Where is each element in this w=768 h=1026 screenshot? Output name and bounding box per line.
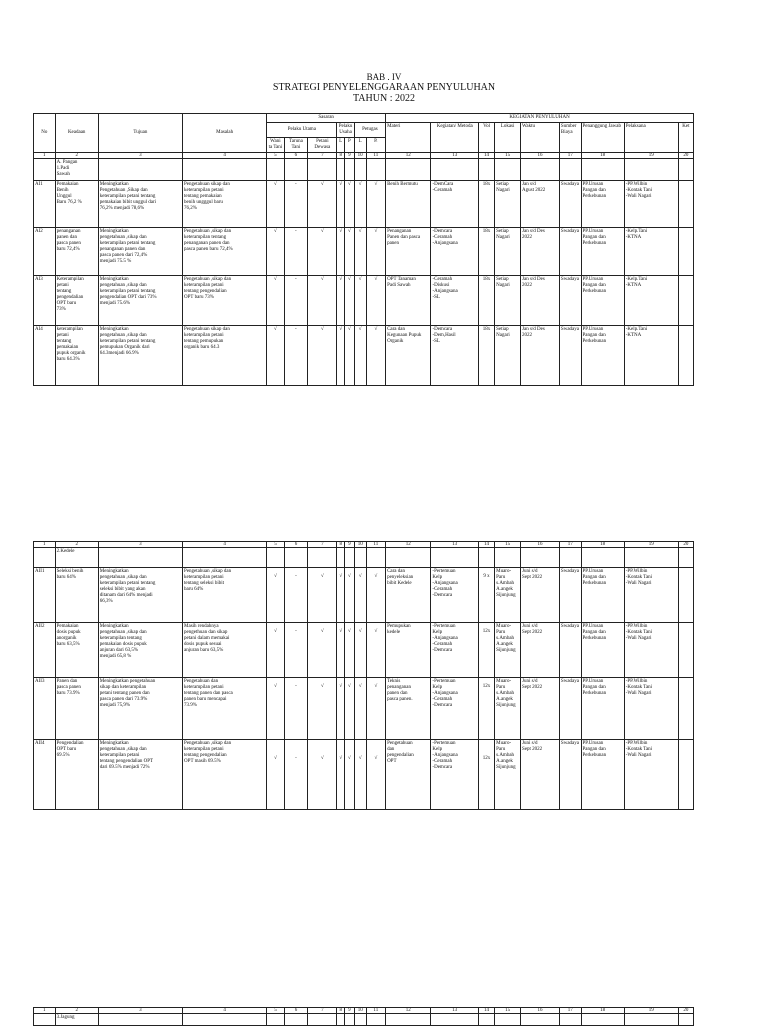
col-num: 11 (366, 153, 386, 159)
cell-metode: -Pertemuan Kelp -Anjangsana -Ceramah -Demcara (431, 740, 479, 810)
col-num: 2 (55, 153, 98, 159)
col-num: 13 (431, 1008, 479, 1014)
cell-lokasi: Setiap Nagari (495, 228, 521, 276)
cell-no: AI1 (34, 181, 56, 228)
cell-pelaksana: -Kelp.Tani -KTNA (624, 276, 678, 326)
header-penanggung-jawab: Penanggung Jawab (581, 123, 624, 153)
cell-vol: 12x (478, 740, 494, 810)
cell-masalah: Pengetahuan ,sikap dan keterampilan petani tentang seleksi bibit baru 64% (183, 568, 267, 623)
cell-lokasi: Muaro- Paru s.Ambah A.angek Sijunjung (495, 678, 521, 740)
cell-waktu: Jan s/d Agust 2022 (521, 181, 560, 228)
cell-c10: √ (354, 740, 366, 810)
col-num: 8 (337, 153, 345, 159)
cell-biaya: Swadaya (559, 623, 581, 678)
col-num: 1 (34, 153, 56, 159)
section-label: 2.Kedele (55, 548, 98, 568)
col-num: 6 (284, 1008, 308, 1014)
header-materi: Materi (386, 123, 431, 153)
cell-materi: Benih Bermutu (386, 181, 431, 228)
cell-c10: √ (354, 228, 366, 276)
cell-waktu: Juni s/d Sept 2022 (521, 568, 560, 623)
header-wanita-tani: Wani ta Tani (267, 138, 284, 153)
cell-c11: √ (366, 276, 386, 326)
col-num: 15 (495, 542, 521, 548)
cell-c9: √ (344, 326, 354, 386)
col-num: 18 (581, 542, 624, 548)
cell-c9: √ (345, 740, 355, 810)
header-sumber-biaya: Sumber Biaya (559, 123, 581, 153)
cell-vol: 12x (478, 678, 494, 740)
cell-metode: -Demcara -Dem,Hasil -SL (431, 326, 479, 386)
col-num: 17 (559, 1008, 581, 1014)
cell-c11: √ (366, 740, 385, 810)
col-num: 1 (34, 1008, 56, 1014)
header-no: No (34, 114, 56, 153)
cell-c10: √ (354, 181, 366, 228)
cell-keadaan: Pemakaian dosis pupuk anorganik baru 63,5% (55, 623, 98, 678)
col-num: 5 (267, 1008, 284, 1014)
cell-c11: √ (366, 228, 386, 276)
cell-vol: 18x (478, 276, 494, 326)
cell-keadaan: Panen dan pasca panen baru 73.9% (55, 678, 98, 740)
header-waktu: Waktu (521, 123, 560, 153)
col-num: 2 (55, 1008, 98, 1014)
col-num: 4 (183, 153, 267, 159)
cell-pj: PP.Urusan Pangan dan Perkebunan (581, 740, 624, 810)
col-num: 3 (98, 153, 182, 159)
cell-pj: PP.Urusan Pangan dan Perkebunan (581, 181, 624, 228)
col-num: 15 (495, 153, 521, 159)
cell-c7: √ (308, 678, 337, 740)
cell-masalah: Pengetahuan ,sikap dan keterampilan petani tentang pengendalian OPT baru 73% (183, 276, 267, 326)
col-num: 9 (345, 542, 355, 548)
col-num: 2 (55, 542, 98, 548)
cell-metode: -Demcara -Ceramah -Anjangsana (431, 228, 479, 276)
section-label: A. Pangan 1.Padi Sawah (55, 159, 98, 181)
cell-c9: √ (345, 678, 355, 740)
cell-masalah: Pengetahuan ,sikap dan keterampilan tentang penanganan panen dan pasca panen baru 72,4% (183, 228, 267, 276)
col-num: 10 (354, 153, 366, 159)
cell-tujuan: Meningkatkan pengetahuan ,sikap dan keterampilan petani tentang penanganan panen dan pasca panen dari 72,4% menjadi 75.5 % (98, 228, 182, 276)
cell-c6: - (284, 326, 308, 386)
table-row (34, 678, 694, 740)
cell-no: AII1 (34, 568, 56, 623)
col-num: 5 (267, 153, 284, 159)
table1-body (34, 159, 694, 386)
cell-keadaan: Keterampilan petani tentang pengendalian OPT baru 73% (55, 276, 98, 326)
cell-lokasi: Setiap Nagari (495, 326, 521, 386)
col-num: 19 (624, 153, 678, 159)
section-label: 3.Jagung (55, 1014, 98, 1026)
cell-waktu: Juni s/d Sept 2022 (521, 678, 560, 740)
cell-materi: Cara dan penyeleksian bibit Kedele (386, 568, 431, 623)
cell-c8: √ (337, 568, 345, 623)
cell-masalah: Pengetahuan dan keterampilan petani tentang panen dan pasca panen baru mencapai 73.9% (183, 678, 267, 740)
cell-pelaksana: -Kelp.Tani -KTNA (624, 326, 678, 386)
table-row (34, 740, 694, 810)
header-pelaksana: Pelaksana (624, 123, 678, 153)
cell-c10: √ (354, 623, 366, 678)
col-num: 6 (284, 542, 308, 548)
col-num: 16 (521, 153, 560, 159)
header-kegiatan: KEGIATAN PENYULUHAN (386, 114, 694, 123)
col-num: 17 (559, 542, 581, 548)
cell-no: AII3 (34, 678, 56, 740)
cell-biaya: Swadaya (559, 228, 581, 276)
cell-c6: - (284, 740, 308, 810)
cell-keadaan: Pengendalian OPT baru 69.5% (55, 740, 98, 810)
col-num: 12 (386, 542, 431, 548)
cell-vol: 12x (478, 623, 494, 678)
header-vol: Vol (478, 123, 494, 153)
cell-materi: Teknis penanganan panen dan pasca panen. (386, 678, 431, 740)
col-num: 14 (478, 1008, 494, 1014)
cell-c9: √ (344, 276, 354, 326)
cell-tujuan: Meningkatkan pengetahuan ,sikap dan keterampilan tentang pemakaian dosis pupuk anjuran dari 63,5% menjadi 65,8 % (98, 623, 182, 678)
col-num: 19 (624, 1008, 678, 1014)
cell-c11: √ (366, 326, 386, 386)
cell-lokasi: Setiap Nagari (495, 181, 521, 228)
cell-vol: 18x (478, 228, 494, 276)
col-num: 13 (431, 153, 479, 159)
cell-biaya: Swadaya (559, 740, 581, 810)
strategy-table-kedele (33, 541, 694, 810)
cell-pj: PP.Urusan Pangan dan Perkebunan (581, 568, 624, 623)
cell-no: AI2 (34, 228, 56, 276)
col-num: 8 (337, 1008, 345, 1014)
table-row (34, 568, 694, 623)
col-num: 1 (34, 542, 56, 548)
cell-materi: Penanganan Panen dan pasca panen (386, 228, 431, 276)
col-num: 4 (183, 1008, 267, 1014)
col-num: 15 (495, 1008, 521, 1014)
cell-c8: √ (337, 276, 345, 326)
table-row (34, 228, 694, 276)
col-num: 18 (581, 153, 624, 159)
col-num: 13 (431, 542, 479, 548)
cell-tujuan: Meningkatkan Pengetahuan ,Sikap dan keterampilan petani tentang pemakaian bibit unggul dari 76,2% menjadi 78,6% (98, 181, 182, 228)
header-ket: Ket (678, 123, 693, 153)
cell-ket (678, 740, 693, 810)
cell-ket (678, 326, 693, 386)
cell-no: AI4 (34, 326, 56, 386)
cell-vol: 18x (478, 326, 494, 386)
col-num: 9 (344, 153, 354, 159)
header-sasaran: Sasaran (267, 114, 386, 123)
header-petani-dewasa: Petani Dewasa (308, 138, 337, 153)
cell-vol: 18x (478, 181, 494, 228)
cell-pelaksana: -PP.Wilbin -Kontak Tani -Wali Nagari (624, 678, 678, 740)
cell-c11: √ (366, 181, 386, 228)
cell-pj: PP.Urusan Pangan dan Perkebunan (581, 276, 624, 326)
header-petugas: Petugas (354, 123, 385, 138)
col-num: 11 (366, 1008, 385, 1014)
cell-ket (678, 568, 693, 623)
cell-metode: -Pertemuan Kelp -Anjangsana -Ceramah -Demcara (431, 623, 479, 678)
cell-tujuan: Meningkatkan pengetahuan ,sikap dan keterampilan petani tentang pemupukan Organik dari 64.3menjadi 66.9% (98, 326, 182, 386)
col-num: 18 (581, 1008, 624, 1014)
col-num: 7 (308, 1008, 337, 1014)
cell-materi: OPT Tanaman Padi Sawah (386, 276, 431, 326)
header-usaha-p: P (344, 138, 354, 153)
col-num: 20 (678, 153, 693, 159)
cell-c10: √ (354, 678, 366, 740)
cell-keadaan: Seleksi benih baru 64% (55, 568, 98, 623)
cell-c9: √ (345, 568, 355, 623)
col-num: 16 (521, 542, 560, 548)
cell-pelaksana: -PP.Wilbin -Kontak Tani -Wali Nagari (624, 740, 678, 810)
cell-c6: - (284, 276, 308, 326)
header-metode: Kegiatan/ Metoda (431, 123, 479, 153)
header-pelaku-usaha: Pelaku Usaha (337, 123, 354, 138)
cell-biaya: Swadaya (559, 326, 581, 386)
strategy-table-padi (33, 113, 694, 386)
cell-ket (678, 678, 693, 740)
cell-no: AI3 (34, 276, 56, 326)
cell-c7: √ (308, 740, 337, 810)
cell-tujuan: Meningkatkan pengetahuan sikap dan keterampilan petani tentang panen dan pasca panen dari 73.9% menjadi 75,9% (98, 678, 182, 740)
cell-c11: √ (366, 623, 385, 678)
cell-pj: PP.Urusan Pangan dan Perkebunan (581, 678, 624, 740)
cell-no: AII4 (34, 740, 56, 810)
col-num: 6 (284, 153, 308, 159)
cell-ket (678, 623, 693, 678)
table-row (34, 276, 694, 326)
col-num: 3 (98, 542, 182, 548)
cell-waktu: Juni s/d Sept 2022 (521, 623, 560, 678)
cell-tujuan: Meningkatkan pengetahuan ,sikap dan keterampilan petani tentang seleksi bibit yang akan ditanam dari 64% menjadi 66,3% (98, 568, 182, 623)
cell-c6: - (284, 568, 308, 623)
col-num: 20 (678, 1008, 693, 1014)
cell-waktu: Juni s/d Sept 2022 (521, 740, 560, 810)
header-masalah: Masalah (183, 114, 267, 153)
cell-metode: -DemCara -Ceramah (431, 181, 479, 228)
cell-c7: √ (308, 276, 337, 326)
cell-c10: √ (354, 276, 366, 326)
col-num: 16 (521, 1008, 560, 1014)
cell-c8: √ (337, 326, 345, 386)
col-num: 12 (386, 1008, 431, 1014)
header-usaha-l: L (337, 138, 345, 153)
cell-c6: - (284, 678, 308, 740)
cell-c6: - (284, 623, 308, 678)
cell-lokasi: Muaro- Paru s.Ambah A.angek Sijunjung (495, 740, 521, 810)
cell-materi: Pengetahuan dan pengendalian OPT (386, 740, 431, 810)
cell-c5: √ (267, 326, 284, 386)
cell-keadaan: penanganan panen dan pasca panen baru 72,4% (55, 228, 98, 276)
cell-masalah: Pengetahuan ,sikap dan keterampilan petani tentang pengendalian OPT masih 69.5% (183, 740, 267, 810)
col-num: 12 (386, 153, 431, 159)
col-num: 10 (354, 1008, 366, 1014)
cell-c8: √ (337, 623, 345, 678)
cell-c8: √ (337, 228, 345, 276)
cell-waktu: Jan s/d Des 2022 (521, 228, 560, 276)
cell-c8: √ (337, 740, 345, 810)
cell-pelaksana: -PP.Wilbin -Kontak Tani -Wali Nagari (624, 623, 678, 678)
cell-metode: -Pertemuan Kelp -Anjangsana -Ceramah -Demcara (431, 678, 479, 740)
cell-keadaan: keterampilan petani tentang pemakaian pupuk organik baru 64.3% (55, 326, 98, 386)
chapter-label: BAB . IV (366, 72, 402, 82)
col-num: 9 (345, 1008, 355, 1014)
cell-vol: 9 x (478, 568, 494, 623)
cell-c6: - (284, 228, 308, 276)
cell-biaya: Swadaya (559, 276, 581, 326)
cell-ket (678, 181, 693, 228)
col-num: 11 (366, 542, 385, 548)
cell-c7: √ (308, 623, 337, 678)
strategy-table-jagung (33, 1007, 694, 1026)
cell-waktu: Jan s/d Des 2022 (521, 276, 560, 326)
cell-c8: √ (337, 181, 345, 228)
cell-c10: √ (354, 568, 366, 623)
cell-lokasi: Setiap Nagari (495, 276, 521, 326)
cell-c7: √ (308, 228, 337, 276)
cell-biaya: Swadaya (559, 181, 581, 228)
header-tujuan: Tujuan (98, 114, 182, 153)
table2-body (34, 548, 694, 810)
cell-pj: PP.Urusan Pangan dan Perkebunan (581, 326, 624, 386)
header-lokasi: Lokasi (495, 123, 521, 153)
cell-c5: √ (267, 678, 284, 740)
header-pelaku-utama: Pelaku Utama (267, 123, 337, 138)
col-num: 10 (354, 542, 366, 548)
cell-c5: √ (267, 228, 284, 276)
cell-ket (678, 228, 693, 276)
cell-tujuan: Meningkatkan pengetahuan ,sikap dan keterampilan petani tentang pengendalian OPT dari 73% menjadi 75.6% (98, 276, 182, 326)
page-title: STRATEGI PENYELENGGARAAN PENYULUHAN (272, 82, 496, 93)
cell-c9: √ (345, 623, 355, 678)
cell-materi: Cara dan Kegunaan Pupuk Organik (386, 326, 431, 386)
cell-c8: √ (337, 678, 345, 740)
header-taruna-tani: Taruna Tani (284, 138, 308, 153)
col-num: 4 (183, 542, 267, 548)
cell-c5: √ (267, 740, 284, 810)
header-keadaan: Keadaan (55, 114, 98, 153)
cell-c6: - (284, 181, 308, 228)
cell-pj: PP.Urusan Pangan dan Perkebunan (581, 228, 624, 276)
table-row (34, 181, 694, 228)
cell-c9: √ (344, 228, 354, 276)
cell-pelaksana: -PP.Wilbin -Kontak Tani -Wali Nagari (624, 568, 678, 623)
cell-c10: √ (354, 326, 366, 386)
cell-lokasi: Muaro- Paru s.Ambah A.angek Sijunjung (495, 623, 521, 678)
cell-pelaksana: -Kelp.Tani -KTNA (624, 228, 678, 276)
header-petugas-l: L (354, 138, 366, 153)
cell-ket (678, 276, 693, 326)
col-num: 14 (478, 542, 494, 548)
col-num: 14 (478, 153, 494, 159)
cell-c11: √ (366, 568, 385, 623)
cell-c5: √ (267, 276, 284, 326)
col-num: 17 (559, 153, 581, 159)
table-row (34, 326, 694, 386)
cell-c11: √ (366, 678, 385, 740)
cell-c5: √ (267, 623, 284, 678)
cell-c7: √ (308, 568, 337, 623)
cell-masalah: Pengetahuan sikap dan keterampilan petani tentang pemakaian benih ungggul baru 76,2% (183, 181, 267, 228)
cell-materi: Pemupukan kedele (386, 623, 431, 678)
cell-pj: PP.Urusan Pangan dan Perkebunan (581, 623, 624, 678)
cell-metode: -Pertemuan Kelp -Anjangsana -Ceramah -Demcara (431, 568, 479, 623)
cell-masalah: Masih rendahnya pengethuan dan sikap petani dalam memakai dosis pupuk sesuai anjuran baru 63,5% (183, 623, 267, 678)
cell-masalah: Pengetahuan sikap dan keterampilan petani tentang pemupukan organik baru 64.3 (183, 326, 267, 386)
cell-biaya: Swadaya (559, 678, 581, 740)
cell-lokasi: Muaro- Paru s.Ambah A.angek Sijunjung (495, 568, 521, 623)
col-num: 19 (624, 542, 678, 548)
page-year: TAHUN : 2022 (353, 93, 415, 104)
cell-metode: -Ceramah -Diskusi -Anjangsana -SL (431, 276, 479, 326)
cell-biaya: Swadaya (559, 568, 581, 623)
cell-c9: √ (344, 181, 354, 228)
cell-c5: √ (267, 181, 284, 228)
cell-keadaan: Pemakaian Benih Unggul Baru 76,2 % (55, 181, 98, 228)
cell-waktu: Jan s/d Des 2022 (521, 326, 560, 386)
table-row (34, 623, 694, 678)
col-num: 5 (267, 542, 284, 548)
col-num: 7 (308, 153, 337, 159)
col-num: 7 (308, 542, 337, 548)
cell-c7: √ (308, 181, 337, 228)
cell-tujuan: Meningkatkan pengetahuan ,sikap dan keterampilan petani tentang pengendalian OPT dari 69.5% menjadi 72% (98, 740, 182, 810)
cell-c5: √ (267, 568, 284, 623)
cell-no: AII2 (34, 623, 56, 678)
col-num: 3 (98, 1008, 182, 1014)
cell-pelaksana: -PP.Wilbin -Kontak Tani -Wali Nagari (624, 181, 678, 228)
col-num: 20 (678, 542, 693, 548)
col-num: 8 (337, 542, 345, 548)
header-petugas-p: P. (366, 138, 386, 153)
cell-c7: √ (308, 326, 337, 386)
